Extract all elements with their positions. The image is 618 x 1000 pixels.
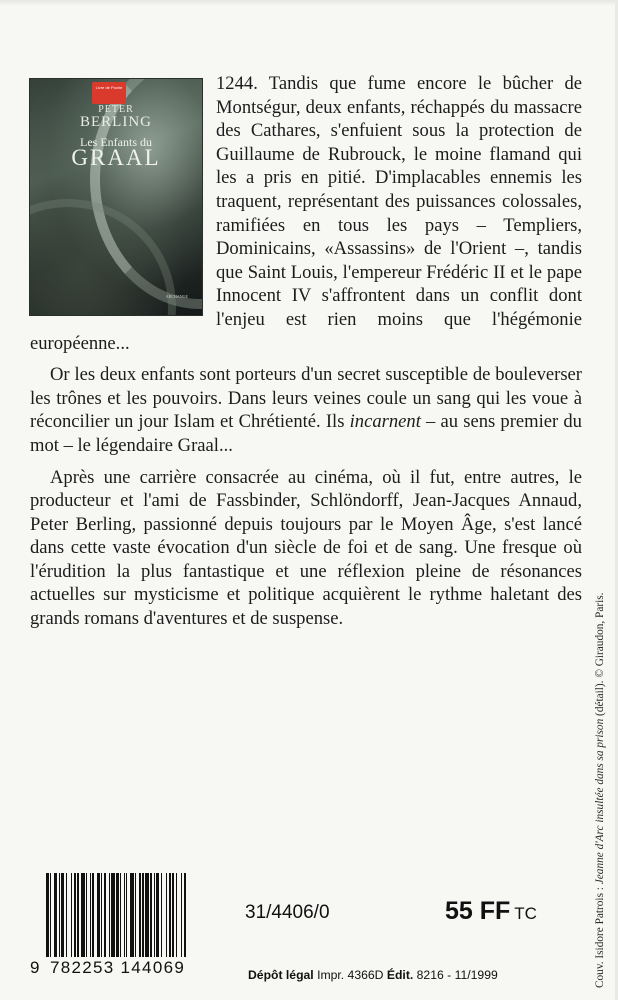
- cover-title-line2: GRAAL: [71, 145, 161, 170]
- publisher-badge: Livre de Poche: [92, 82, 126, 104]
- price: [445, 897, 537, 926]
- side-credit-before: Couv. Isidore Patrois :: [594, 884, 606, 988]
- legal-depot-label: Dépôt légal: [248, 968, 314, 982]
- blurb-p2-after: – au sens premier du mot – le légendaire Graal...: [30, 411, 582, 456]
- cover-author-last: BERLING: [80, 114, 152, 130]
- back-cover-blurb: [30, 72, 582, 631]
- cover-art-credit: ARCHANGE: [165, 294, 188, 299]
- blurb-paragraph-1: 1244. Tandis que fume encore le bûcher de Montségur, deux enfants, réchappés du massacre des Cathares, s'enfuient sous la protection de Guillaume de Rubrouck, le moine flamand qui les a pris en pitié. D'implacables ennemis les traquent, représentant des puissances colossales, ramifiées en tous les pays – Templiers, Dominicains, «Assassins» de l'Orient –, tandis que Saint Louis, l'empereur Frédéric II et le pape Innocent IV s'affrontent dans un conflit dont l'enjeu est rien moins que l'hégémonie européenne...: [30, 73, 582, 354]
- barcode-digits: 782253 144069: [50, 958, 186, 977]
- price-amount: 55 FF: [445, 897, 511, 925]
- blurb-p2-emphasis: incarnent: [349, 411, 421, 433]
- cover-illustration-credit: [594, 593, 606, 988]
- blurb-paragraph-2: [30, 363, 582, 457]
- legal-edit-label: Édit.: [386, 968, 414, 982]
- side-credit-after: (détail). © Giraudon, Paris.: [594, 592, 606, 719]
- catalog-code: 31/4406/0: [245, 902, 330, 923]
- cover-author-first: PETER: [98, 104, 134, 115]
- blurb-paragraph-3: Après une carrière consacrée au cinéma, où il fut, entre autres, le producteur et l'ami de Fassbinder, Schlöndorff, Jean-Jacques Annaud, Peter Berling, passionné depuis toujours par le Moyen Âge, s'est lancé dans cette vaste évocation d'un siècle de foi et de sang. Une fresque où l'érudition la plus fantastique et une réflexion pleine de résonances actuelles sur mysticisme et politique acquièrent le rythme haletant des grands romans d'aventures et de suspense.: [30, 466, 582, 630]
- cover-float-space: [30, 72, 216, 318]
- side-credit-title: Jeanne d'Arc insultée dans sa prison: [594, 718, 606, 885]
- legal-edit-value: 8216 - 11/1999: [416, 968, 498, 982]
- ean-barcode: [46, 873, 228, 957]
- price-suffix: TC: [514, 904, 537, 923]
- scan-edge-top: [0, 0, 618, 6]
- cover-title-line1: Les Enfants du: [80, 135, 152, 149]
- legal-impr: Impr. 4366D: [317, 968, 384, 982]
- blurb-p2-before: Or les deux enfants sont porteurs d'un secret susceptible de bouleverser les trônes et les pouvoirs. Dans leurs veines coule un sang qui les voue à réconcilier un jour Islam et Chrétienté. Ils: [30, 364, 582, 433]
- barcode-gap: [186, 873, 187, 957]
- barcode-first-digit: 9: [30, 958, 40, 977]
- legal-deposit: [248, 968, 498, 982]
